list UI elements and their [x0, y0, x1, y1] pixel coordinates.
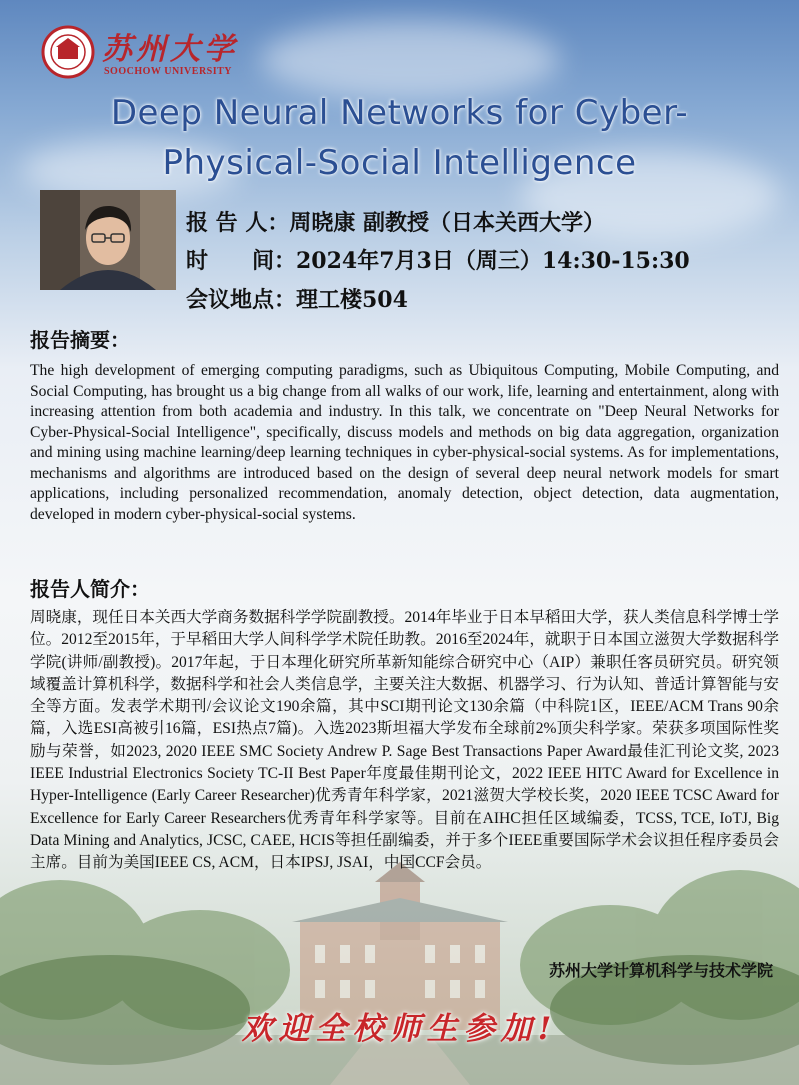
title-line-2: Physical-Social Intelligence	[162, 143, 637, 183]
welcome-slogan: 欢迎全校师生参加!	[241, 1011, 558, 1047]
bio-text: 周晓康，现任日本关西大学商务数据科学学院副教授。2014年毕业于日本早稻田大学，获人类信息科学博士学位。2012至2015年，于早稻田大学人间科学学术院任助教。2016至2024年，就职于日本国立滋贺大学数据科学学院(讲师/副教授)。2017年起，于日本理化研究所革新知能综合研究中心（AIP）兼职任客员研究员。研究领域覆盖计算机科学，数据科学和社会人类信息学，主要关注大数据、机器学习、行为认知、普适计算智能与安全等方面。发表学术期刊/会议论文190余篇，其中SCI期刊论文130余篇（中科院1区，IEEE/ACM Trans 90余篇，入选ESI高被引16篇，ESI热点7篇)。入选2023斯坦福大学发布全球前2%顶尖科学家。荣获多项国际性奖励与荣誉，如2023, 2020 IEEE SMC Society Andrew P. Sage Best Transactions Paper Award最佳汇刊论文奖, 2023 IEEE Industrial Electronics Society TC-II Best Paper年度最佳期刊论文，2022 IEEE HITC Award for Excellence in Hyper-Intelligence (Early Career Researcher)优秀青年科学家，2021滋贺大学校长奖，2020 IEEE TCSC Award for Excellence for Early Career Researchers优秀青年科学家等。目前在AIHC担任区域编委，TCSS, TCE, IoTJ, Big Data Mining and Analytics, JCSC, CAEE, HCIS等担任副编委，并于多个IEEE重要国际学术会议担任程序委员会主席。目前为美国IEEE CS, ACM，日本IPSJ, JSAI，中国CCF会员。	[30, 609, 779, 872]
speaker-line: 报 告 人：周晓康 副教授（日本关西大学）	[186, 210, 605, 236]
speaker-photo	[40, 190, 176, 290]
bio-heading: 报告人简介：	[30, 577, 150, 601]
university-name-en: SOOCHOW UNIVERSITY	[104, 66, 233, 77]
abstract-heading: 报告摘要：	[30, 328, 130, 352]
university-name-cn: 苏州大学	[102, 32, 238, 67]
talk-title	[0, 88, 799, 188]
speaker-portrait-icon	[40, 190, 176, 290]
title-line-1: Deep Neural Networks for Cyber-	[110, 93, 689, 133]
location-line: 会议地点：理工楼504	[186, 287, 408, 313]
abstract-text: The high development of emerging computing paradigms, such as Ubiquitous Computing, Mobile Computing, and Social Computing, has brought us a big change from all walks of our work, life, learning and entertainment, along with increasing attention from both academia and industry. In this talk, we concentrate on "Deep Neural Networks for Cyber-Physical-Social Intelligence", specifically, discuss models and methods on big data aggregation, organization and mining using machine learning/deep learning techniques in cyber-physical-social systems. As for implementations, mechanisms and algorithms are introduced based on the design of several deep neural network models for smart applications, including personalized recommendation, anomaly detection, object detection, data augmentation, developed in modern cyber-physical-social systems.	[30, 362, 779, 523]
university-logo	[40, 22, 250, 82]
time-line: 时 间：2024年7月3日（周三）14:30-15:30	[186, 248, 690, 274]
college-name: 苏州大学计算机科学与技术学院	[548, 961, 773, 980]
